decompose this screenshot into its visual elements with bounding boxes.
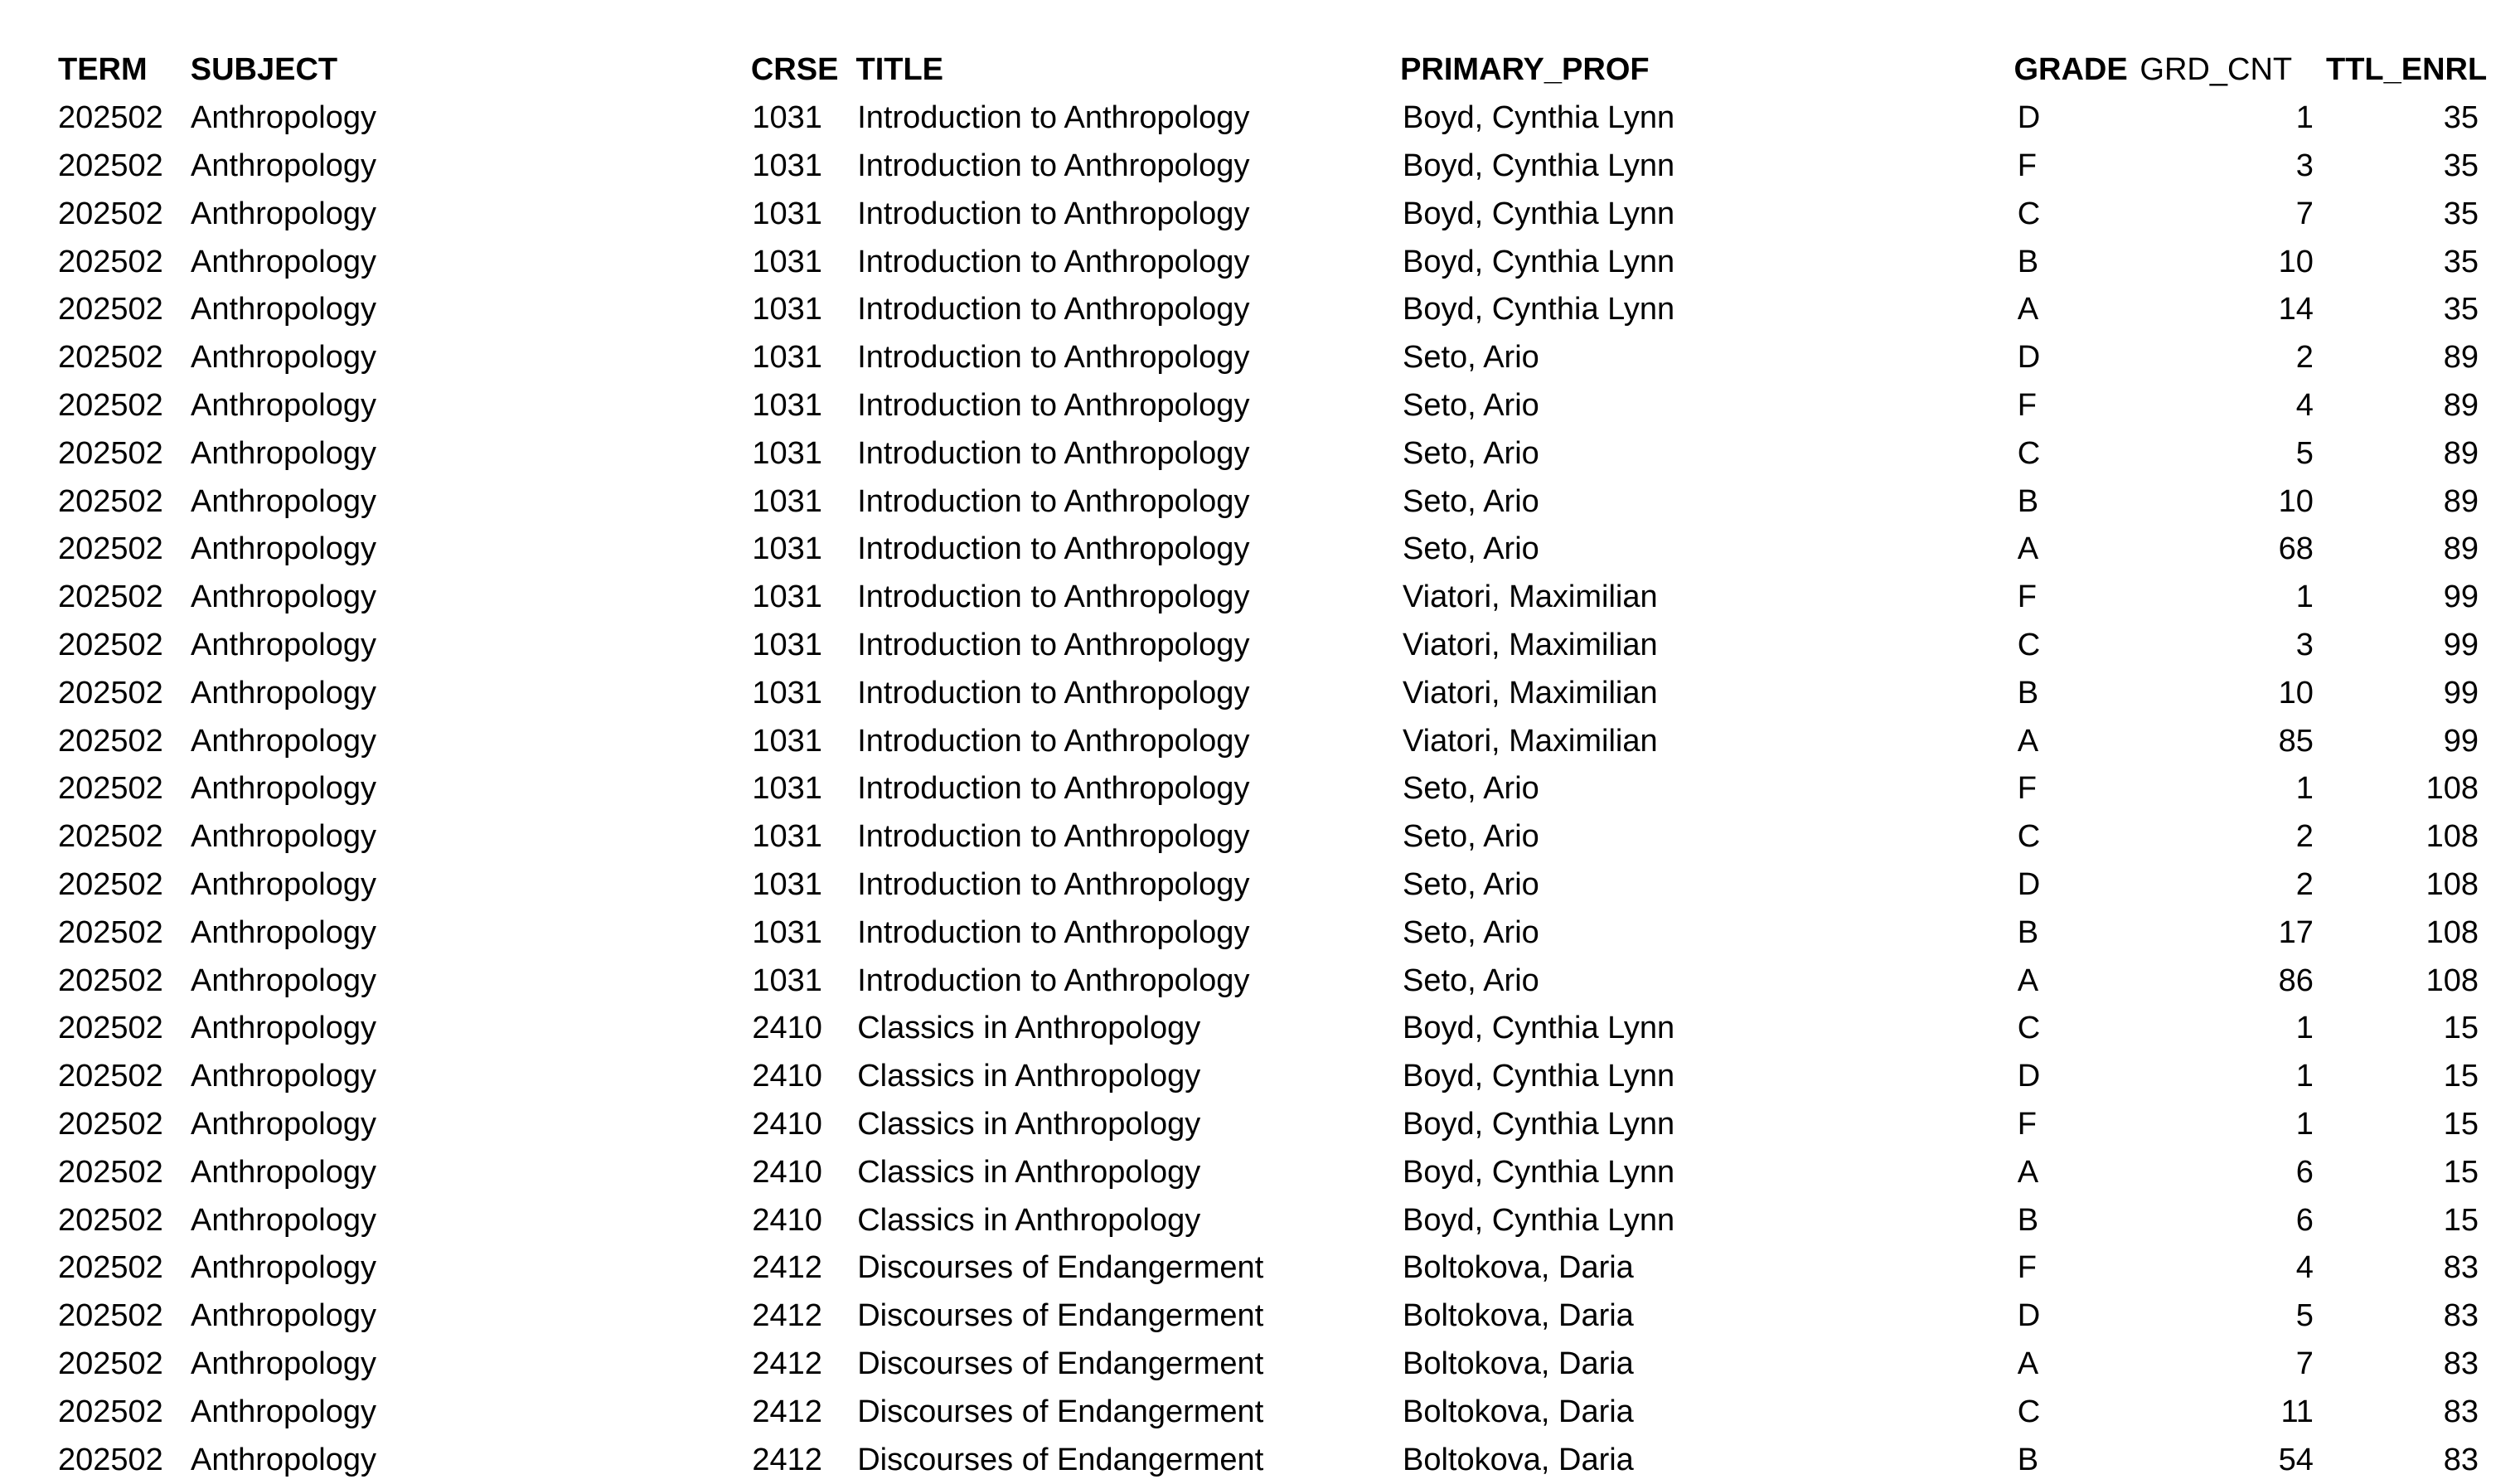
subject-cell[interactable]: Anthropology — [191, 1154, 376, 1190]
subject-cell[interactable]: Anthropology — [191, 723, 376, 759]
primary-prof-cell[interactable]: Boyd, Cynthia Lynn — [1403, 1106, 1675, 1142]
subject-cell[interactable]: Anthropology — [191, 771, 376, 807]
grd-cnt-cell[interactable]: 1 — [2295, 1011, 2314, 1046]
ttl-enrl-cell[interactable]: 89 — [2443, 435, 2479, 471]
crse-cell[interactable]: 1031 — [752, 723, 822, 759]
term-cell[interactable]: 202502 — [58, 1202, 163, 1238]
term-cell[interactable]: 202502 — [58, 148, 163, 183]
grd-cnt-cell[interactable]: 3 — [2295, 148, 2314, 183]
primary-prof-cell[interactable]: Viatori, Maximilian — [1403, 627, 1658, 662]
ttl-enrl-cell[interactable]: 83 — [2443, 1346, 2479, 1381]
subject-cell[interactable]: Anthropology — [191, 387, 376, 423]
subject-cell[interactable]: Anthropology — [191, 148, 376, 183]
primary-prof-cell[interactable]: Seto, Ario — [1403, 531, 1539, 567]
grade-cell[interactable]: F — [2017, 387, 2037, 423]
term-cell[interactable]: 202502 — [58, 1346, 163, 1381]
table-row — [58, 1292, 2479, 1341]
title-cell[interactable]: Introduction to Anthropology — [857, 435, 1250, 471]
subject-cell[interactable]: Anthropology — [191, 675, 376, 710]
title-cell[interactable]: Introduction to Anthropology — [857, 100, 1250, 136]
ttl-enrl-cell[interactable]: 83 — [2443, 1442, 2479, 1477]
term-cell[interactable]: 202502 — [58, 771, 163, 807]
table-row — [58, 813, 2479, 861]
crse-cell[interactable]: 1031 — [752, 819, 822, 855]
subject-cell[interactable]: Anthropology — [191, 1202, 376, 1238]
term-cell[interactable]: 202502 — [58, 1059, 163, 1094]
crse-cell[interactable]: 1031 — [752, 292, 822, 327]
crse-cell[interactable]: 1031 — [752, 675, 822, 710]
crse-cell[interactable]: 2412 — [752, 1346, 822, 1381]
term-cell[interactable]: 202502 — [58, 435, 163, 471]
grade-cell[interactable]: A — [2017, 1346, 2039, 1381]
column-header-subject[interactable]: SUBJECT — [190, 52, 338, 88]
crse-cell[interactable]: 1031 — [752, 771, 822, 807]
grd-cnt-cell[interactable]: 5 — [2295, 1298, 2314, 1334]
ttl-enrl-cell[interactable]: 83 — [2443, 1298, 2479, 1334]
crse-cell[interactable]: 2410 — [752, 1202, 822, 1238]
title-cell[interactable]: Classics in Anthropology — [857, 1202, 1201, 1238]
grd-cnt-cell[interactable]: 1 — [2295, 1059, 2314, 1094]
grade-cell[interactable]: C — [2017, 1394, 2041, 1429]
ttl-enrl-cell[interactable]: 108 — [2426, 963, 2479, 998]
ttl-enrl-cell[interactable]: 15 — [2443, 1154, 2479, 1190]
table-row — [58, 238, 2479, 286]
primary-prof-cell[interactable]: Seto, Ario — [1403, 387, 1539, 423]
term-cell[interactable]: 202502 — [58, 1442, 163, 1477]
grade-cell[interactable]: F — [2017, 1106, 2037, 1142]
primary-prof-cell[interactable]: Seto, Ario — [1403, 483, 1539, 519]
crse-cell[interactable]: 1031 — [752, 963, 822, 998]
subject-cell[interactable]: Anthropology — [191, 580, 376, 615]
title-cell[interactable]: Discourses of Endangerment — [857, 1346, 1264, 1381]
subject-cell[interactable]: Anthropology — [191, 100, 376, 136]
subject-cell[interactable]: Anthropology — [191, 435, 376, 471]
subject-cell[interactable]: Anthropology — [191, 627, 376, 662]
table-row — [58, 1053, 2479, 1101]
grd-cnt-cell[interactable]: 1 — [2295, 771, 2314, 807]
subject-cell[interactable]: Anthropology — [191, 292, 376, 327]
grd-cnt-cell[interactable]: 2 — [2295, 819, 2314, 855]
subject-cell[interactable]: Anthropology — [191, 963, 376, 998]
crse-cell[interactable]: 1031 — [752, 866, 822, 902]
subject-cell[interactable]: Anthropology — [191, 1106, 376, 1142]
term-cell[interactable]: 202502 — [58, 866, 163, 902]
grade-cell[interactable]: C — [2017, 1011, 2041, 1046]
term-cell[interactable]: 202502 — [58, 100, 163, 136]
term-cell[interactable]: 202502 — [58, 1106, 163, 1142]
table-row — [58, 622, 2479, 670]
grade-cell[interactable]: D — [2017, 340, 2041, 376]
subject-cell[interactable]: Anthropology — [191, 819, 376, 855]
grd-cnt-cell[interactable]: 10 — [2278, 244, 2314, 279]
term-cell[interactable]: 202502 — [58, 1298, 163, 1334]
title-cell[interactable]: Classics in Anthropology — [857, 1106, 1201, 1142]
grade-cell[interactable]: A — [2017, 292, 2039, 327]
table-row — [58, 526, 2479, 574]
crse-cell[interactable]: 1031 — [752, 435, 822, 471]
ttl-enrl-cell[interactable]: 99 — [2443, 675, 2479, 710]
crse-cell[interactable]: 2410 — [752, 1154, 822, 1190]
subject-cell[interactable]: Anthropology — [191, 1011, 376, 1046]
primary-prof-cell[interactable]: Viatori, Maximilian — [1403, 580, 1658, 615]
crse-cell[interactable]: 1031 — [752, 244, 822, 279]
crse-cell[interactable]: 2410 — [752, 1059, 822, 1094]
grd-cnt-cell[interactable]: 4 — [2295, 387, 2314, 423]
grade-cell[interactable]: F — [2017, 771, 2037, 807]
grade-cell[interactable]: F — [2017, 1250, 2037, 1286]
term-cell[interactable]: 202502 — [58, 1394, 163, 1429]
ttl-enrl-cell[interactable]: 99 — [2443, 580, 2479, 615]
table-row — [58, 1196, 2479, 1244]
title-cell[interactable]: Discourses of Endangerment — [857, 1298, 1264, 1334]
grd-cnt-cell[interactable]: 85 — [2278, 723, 2314, 759]
table-row — [58, 334, 2479, 382]
ttl-enrl-cell[interactable]: 15 — [2443, 1059, 2479, 1094]
grd-cnt-cell[interactable]: 3 — [2295, 627, 2314, 662]
table-row — [58, 190, 2479, 238]
subject-cell[interactable]: Anthropology — [191, 1298, 376, 1334]
crse-cell[interactable]: 1031 — [752, 387, 822, 423]
column-header-title[interactable]: TITLE — [855, 52, 944, 88]
table-row — [58, 1388, 2479, 1436]
crse-cell[interactable]: 2410 — [752, 1011, 822, 1046]
table-body — [58, 95, 2479, 1484]
primary-prof-cell[interactable]: Boltokova, Daria — [1403, 1346, 1634, 1381]
ttl-enrl-cell[interactable]: 89 — [2443, 483, 2479, 519]
column-header-grade[interactable]: GRADE — [2014, 52, 2128, 88]
ttl-enrl-cell[interactable]: 108 — [2426, 866, 2479, 902]
title-cell[interactable]: Introduction to Anthropology — [857, 771, 1250, 807]
title-cell[interactable]: Classics in Anthropology — [857, 1154, 1201, 1190]
grd-cnt-cell[interactable]: 7 — [2295, 196, 2314, 231]
crse-cell[interactable]: 1031 — [752, 627, 822, 662]
primary-prof-cell[interactable]: Seto, Ario — [1403, 914, 1539, 950]
term-cell[interactable]: 202502 — [58, 819, 163, 855]
crse-cell[interactable]: 1031 — [752, 914, 822, 950]
term-cell[interactable]: 202502 — [58, 963, 163, 998]
title-cell[interactable]: Introduction to Anthropology — [857, 914, 1250, 950]
ttl-enrl-cell[interactable]: 89 — [2443, 387, 2479, 423]
ttl-enrl-cell[interactable]: 99 — [2443, 627, 2479, 662]
ttl-enrl-cell[interactable]: 15 — [2443, 1011, 2479, 1046]
term-cell[interactable]: 202502 — [58, 292, 163, 327]
grd-cnt-cell[interactable]: 11 — [2280, 1394, 2314, 1429]
ttl-enrl-cell[interactable]: 89 — [2443, 340, 2479, 376]
term-cell[interactable]: 202502 — [58, 483, 163, 519]
term-cell[interactable]: 202502 — [58, 531, 163, 567]
grade-cell[interactable]: D — [2017, 100, 2041, 136]
table-row — [58, 861, 2479, 909]
grd-cnt-cell[interactable]: 17 — [2278, 914, 2314, 950]
title-cell[interactable]: Introduction to Anthropology — [857, 675, 1250, 710]
primary-prof-cell[interactable]: Boyd, Cynthia Lynn — [1403, 148, 1675, 183]
subject-cell[interactable]: Anthropology — [191, 1250, 376, 1286]
term-cell[interactable]: 202502 — [58, 627, 163, 662]
grade-cell[interactable]: D — [2017, 1298, 2041, 1334]
title-cell[interactable]: Introduction to Anthropology — [857, 531, 1250, 567]
table-row — [58, 909, 2479, 957]
grade-cell[interactable]: A — [2017, 531, 2039, 567]
table-row — [58, 382, 2479, 430]
ttl-enrl-cell[interactable]: 35 — [2443, 100, 2479, 136]
subject-cell[interactable]: Anthropology — [191, 483, 376, 519]
table-row — [58, 574, 2479, 622]
title-cell[interactable]: Discourses of Endangerment — [857, 1394, 1264, 1429]
crse-cell[interactable]: 1031 — [752, 483, 822, 519]
subject-cell[interactable]: Anthropology — [191, 244, 376, 279]
subject-cell[interactable]: Anthropology — [191, 196, 376, 231]
table-row — [58, 1005, 2479, 1053]
grd-cnt-cell[interactable]: 10 — [2278, 483, 2314, 519]
subject-cell[interactable]: Anthropology — [191, 340, 376, 376]
grade-cell[interactable]: B — [2017, 914, 2039, 950]
term-cell[interactable]: 202502 — [58, 244, 163, 279]
title-cell[interactable]: Introduction to Anthropology — [857, 196, 1250, 231]
table-row — [58, 1436, 2479, 1484]
ttl-enrl-cell[interactable]: 108 — [2426, 819, 2479, 855]
subject-cell[interactable]: Anthropology — [191, 914, 376, 950]
grade-cell[interactable]: F — [2017, 580, 2037, 615]
ttl-enrl-cell[interactable]: 99 — [2443, 723, 2479, 759]
primary-prof-cell[interactable]: Boyd, Cynthia Lynn — [1403, 1202, 1675, 1238]
grade-cell[interactable]: C — [2017, 435, 2041, 471]
grade-cell[interactable]: D — [2017, 1059, 2041, 1094]
primary-prof-cell[interactable]: Seto, Ario — [1403, 819, 1539, 855]
grd-cnt-cell[interactable]: 6 — [2295, 1202, 2314, 1238]
subject-cell[interactable]: Anthropology — [191, 1059, 376, 1094]
table-row — [58, 1244, 2479, 1292]
crse-cell[interactable]: 1031 — [752, 100, 822, 136]
crse-cell[interactable]: 1031 — [752, 531, 822, 567]
ttl-enrl-cell[interactable]: 89 — [2443, 531, 2479, 567]
primary-prof-cell[interactable]: Boltokova, Daria — [1403, 1298, 1634, 1334]
ttl-enrl-cell[interactable]: 35 — [2443, 196, 2479, 231]
column-header-term[interactable]: TERM — [58, 52, 148, 88]
ttl-enrl-cell[interactable]: 108 — [2426, 914, 2479, 950]
grade-cell[interactable]: A — [2017, 723, 2039, 759]
column-header-grd-cnt[interactable]: GRD_CNT — [2140, 52, 2293, 88]
grd-cnt-cell[interactable]: 2 — [2295, 866, 2314, 902]
primary-prof-cell[interactable]: Seto, Ario — [1403, 340, 1539, 376]
term-cell[interactable]: 202502 — [58, 1011, 163, 1046]
term-cell[interactable]: 202502 — [58, 387, 163, 423]
title-cell[interactable]: Discourses of Endangerment — [857, 1250, 1264, 1286]
title-cell[interactable]: Introduction to Anthropology — [857, 866, 1250, 902]
table-row — [58, 1101, 2479, 1149]
table-row — [58, 429, 2479, 478]
crse-cell[interactable]: 1031 — [752, 196, 822, 231]
subject-cell[interactable]: Anthropology — [191, 1442, 376, 1477]
title-cell[interactable]: Introduction to Anthropology — [857, 483, 1250, 519]
grd-cnt-cell[interactable]: 5 — [2295, 435, 2314, 471]
grd-cnt-cell[interactable]: 1 — [2295, 580, 2314, 615]
grd-cnt-cell[interactable]: 2 — [2295, 340, 2314, 376]
table-row — [58, 669, 2479, 717]
title-cell[interactable]: Introduction to Anthropology — [857, 723, 1250, 759]
term-cell[interactable]: 202502 — [58, 340, 163, 376]
primary-prof-cell[interactable]: Viatori, Maximilian — [1403, 675, 1658, 710]
primary-prof-cell[interactable]: Boltokova, Daria — [1403, 1250, 1634, 1286]
title-cell[interactable]: Introduction to Anthropology — [857, 387, 1250, 423]
column-header-crse[interactable]: CRSE — [750, 52, 839, 88]
primary-prof-cell[interactable]: Seto, Ario — [1403, 435, 1539, 471]
grd-cnt-cell[interactable]: 68 — [2278, 531, 2314, 567]
grade-table — [58, 46, 2488, 1484]
grade-cell[interactable]: C — [2017, 819, 2041, 855]
crse-cell[interactable]: 2412 — [752, 1250, 822, 1286]
crse-cell[interactable]: 2410 — [752, 1106, 822, 1142]
crse-cell[interactable]: 2412 — [752, 1298, 822, 1334]
grd-cnt-cell[interactable]: 4 — [2295, 1250, 2314, 1286]
table-row — [58, 286, 2479, 334]
primary-prof-cell[interactable]: Boyd, Cynthia Lynn — [1403, 1154, 1675, 1190]
ttl-enrl-cell[interactable]: 83 — [2443, 1250, 2479, 1286]
ttl-enrl-cell[interactable]: 35 — [2443, 244, 2479, 279]
term-cell[interactable]: 202502 — [58, 196, 163, 231]
term-cell[interactable]: 202502 — [58, 914, 163, 950]
title-cell[interactable]: Introduction to Anthropology — [857, 819, 1250, 855]
subject-cell[interactable]: Anthropology — [191, 1394, 376, 1429]
grd-cnt-cell[interactable]: 6 — [2295, 1154, 2314, 1190]
ttl-enrl-cell[interactable]: 83 — [2443, 1394, 2479, 1429]
table-row — [58, 957, 2479, 1005]
crse-cell[interactable]: 1031 — [752, 148, 822, 183]
title-cell[interactable]: Introduction to Anthropology — [857, 627, 1250, 662]
term-cell[interactable]: 202502 — [58, 1250, 163, 1286]
table-row — [58, 478, 2479, 526]
subject-cell[interactable]: Anthropology — [191, 1346, 376, 1381]
title-cell[interactable]: Discourses of Endangerment — [857, 1442, 1264, 1477]
term-cell[interactable]: 202502 — [58, 675, 163, 710]
term-cell[interactable]: 202502 — [58, 580, 163, 615]
grd-cnt-cell[interactable]: 10 — [2278, 675, 2314, 710]
ttl-enrl-cell[interactable]: 15 — [2443, 1202, 2479, 1238]
primary-prof-cell[interactable]: Seto, Ario — [1403, 866, 1539, 902]
primary-prof-cell[interactable]: Boyd, Cynthia Lynn — [1403, 1059, 1675, 1094]
table-row — [58, 1341, 2479, 1389]
primary-prof-cell[interactable]: Boltokova, Daria — [1403, 1394, 1634, 1429]
title-cell[interactable]: Introduction to Anthropology — [857, 580, 1250, 615]
term-cell[interactable]: 202502 — [58, 1154, 163, 1190]
table-row — [58, 717, 2479, 765]
primary-prof-cell[interactable]: Boyd, Cynthia Lynn — [1403, 1011, 1675, 1046]
ttl-enrl-cell[interactable]: 35 — [2443, 148, 2479, 183]
title-cell[interactable]: Introduction to Anthropology — [857, 340, 1250, 376]
table-row — [58, 1148, 2479, 1196]
crse-cell[interactable]: 2412 — [752, 1442, 822, 1477]
table-row — [58, 765, 2479, 813]
title-cell[interactable]: Classics in Anthropology — [857, 1011, 1201, 1046]
grade-cell[interactable]: B — [2017, 483, 2039, 519]
grd-cnt-cell[interactable]: 54 — [2278, 1442, 2314, 1477]
primary-prof-cell[interactable]: Boyd, Cynthia Lynn — [1403, 100, 1675, 136]
grade-cell[interactable]: C — [2017, 627, 2041, 662]
grade-cell[interactable]: A — [2017, 1154, 2039, 1190]
crse-cell[interactable]: 1031 — [752, 580, 822, 615]
primary-prof-cell[interactable]: Viatori, Maximilian — [1403, 723, 1658, 759]
grd-cnt-cell[interactable]: 1 — [2295, 1106, 2314, 1142]
primary-prof-cell[interactable]: Boyd, Cynthia Lynn — [1403, 292, 1675, 327]
grade-cell[interactable]: B — [2017, 244, 2039, 279]
grade-cell[interactable]: A — [2017, 963, 2039, 998]
subject-cell[interactable]: Anthropology — [191, 866, 376, 902]
crse-cell[interactable]: 2412 — [752, 1394, 822, 1429]
title-cell[interactable]: Introduction to Anthropology — [857, 148, 1250, 183]
title-cell[interactable]: Classics in Anthropology — [857, 1059, 1201, 1094]
table-row — [58, 95, 2479, 143]
title-cell[interactable]: Introduction to Anthropology — [857, 292, 1250, 327]
grd-cnt-cell[interactable]: 14 — [2278, 292, 2314, 327]
grade-cell[interactable]: C — [2017, 196, 2041, 231]
term-cell[interactable]: 202502 — [58, 723, 163, 759]
grade-cell[interactable]: F — [2017, 148, 2037, 183]
primary-prof-cell[interactable]: Seto, Ario — [1403, 963, 1539, 998]
grade-cell[interactable]: B — [2017, 1202, 2039, 1238]
title-cell[interactable]: Introduction to Anthropology — [857, 963, 1250, 998]
column-header-ttl-enrl[interactable]: TTL_ENRL — [2326, 52, 2488, 88]
crse-cell[interactable]: 1031 — [752, 340, 822, 376]
primary-prof-cell[interactable]: Boyd, Cynthia Lynn — [1403, 244, 1675, 279]
grd-cnt-cell[interactable]: 7 — [2295, 1346, 2314, 1381]
table-row — [58, 143, 2479, 191]
subject-cell[interactable]: Anthropology — [191, 531, 376, 567]
primary-prof-cell[interactable]: Boltokova, Daria — [1403, 1442, 1634, 1477]
grd-cnt-cell[interactable]: 1 — [2295, 100, 2314, 136]
table-header-row — [58, 46, 2488, 95]
primary-prof-cell[interactable]: Boyd, Cynthia Lynn — [1403, 196, 1675, 231]
ttl-enrl-cell[interactable]: 15 — [2443, 1106, 2479, 1142]
ttl-enrl-cell[interactable]: 108 — [2426, 771, 2479, 807]
grade-cell[interactable]: D — [2017, 866, 2041, 902]
grade-cell[interactable]: B — [2017, 675, 2039, 710]
grade-cell[interactable]: B — [2017, 1442, 2039, 1477]
grd-cnt-cell[interactable]: 86 — [2278, 963, 2314, 998]
title-cell[interactable]: Introduction to Anthropology — [857, 244, 1250, 279]
column-header-primary-prof[interactable]: PRIMARY_PROF — [1400, 52, 1650, 88]
primary-prof-cell[interactable]: Seto, Ario — [1403, 771, 1539, 807]
ttl-enrl-cell[interactable]: 35 — [2443, 292, 2479, 327]
